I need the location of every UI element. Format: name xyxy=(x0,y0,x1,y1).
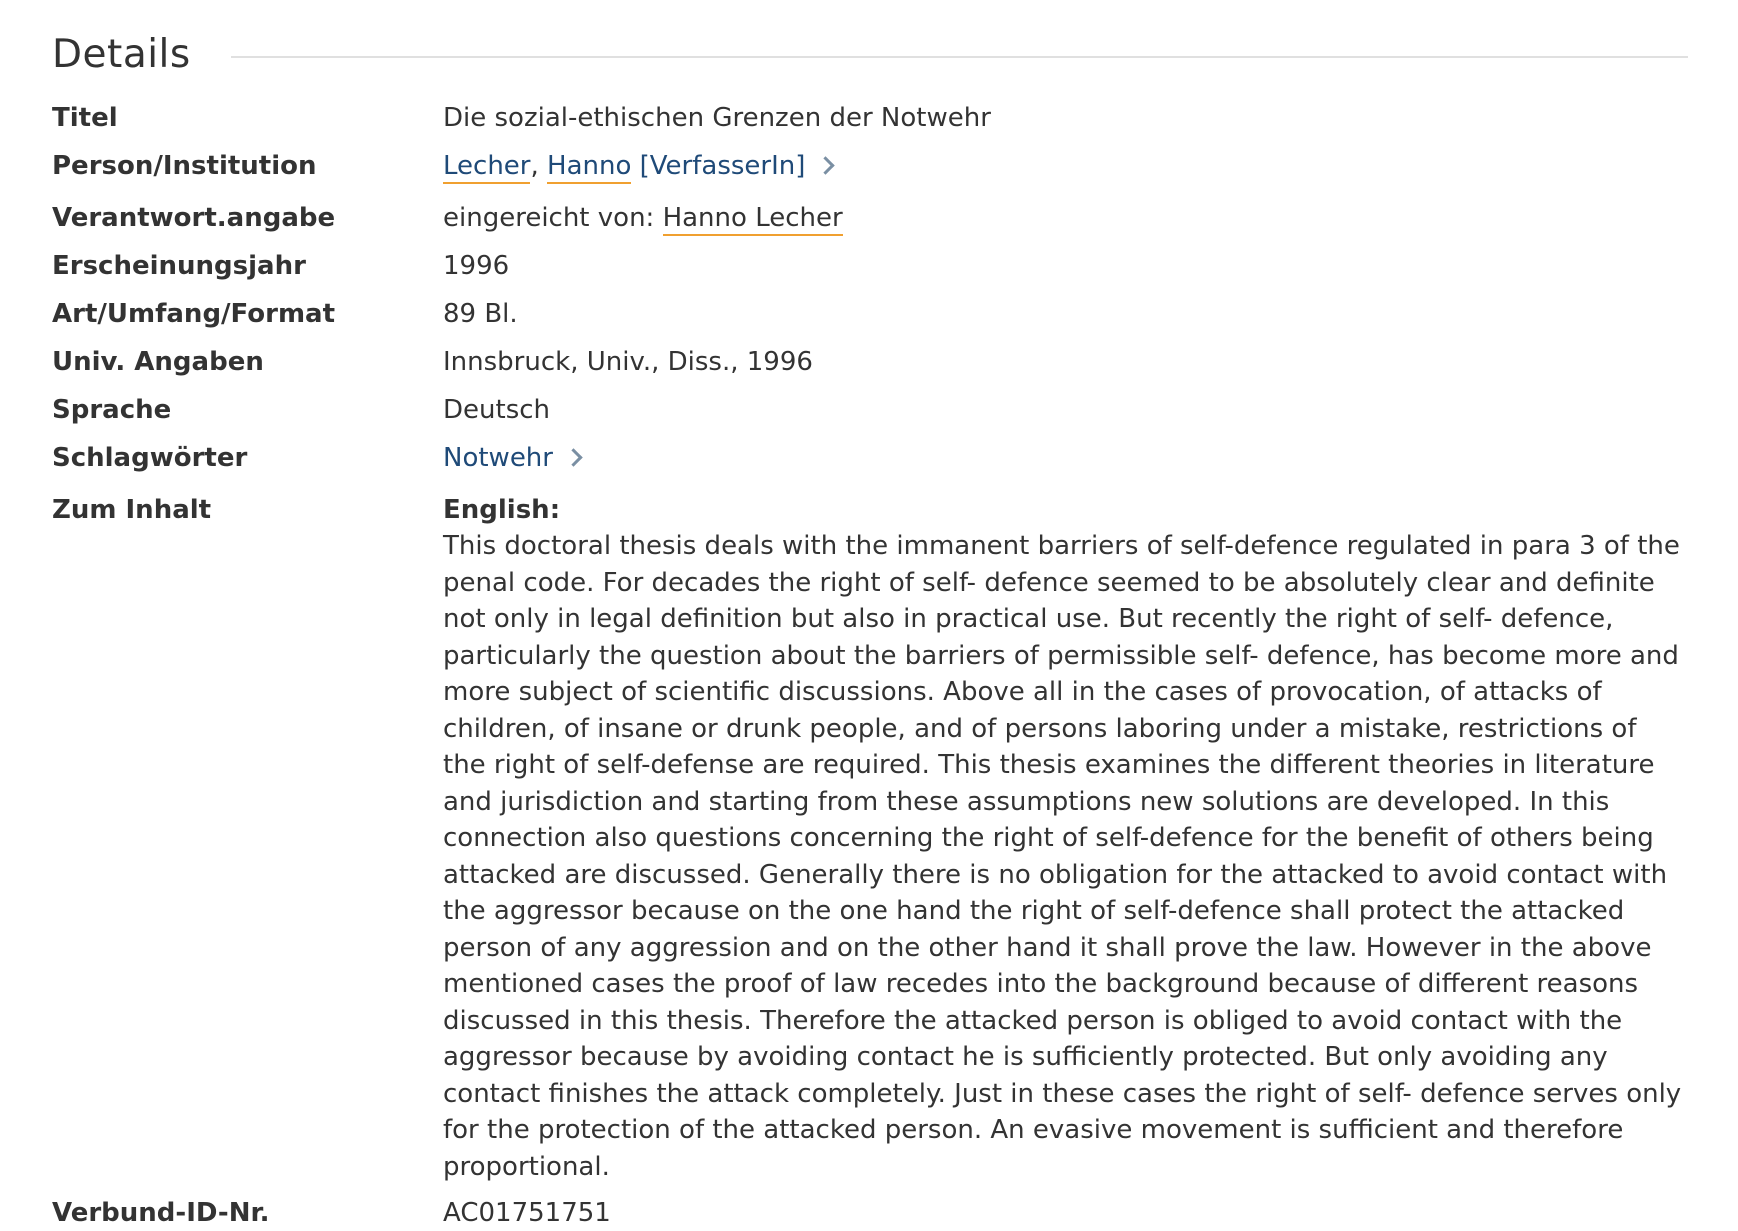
detail-label-verantwort: Verantwort.angabe xyxy=(52,203,336,233)
detail-value-titel: Die sozial-ethischen Grenzen der Notwehr xyxy=(443,103,991,133)
section-divider xyxy=(231,56,1688,58)
detail-row-verbund xyxy=(52,1195,1688,1231)
chevron-right-icon[interactable] xyxy=(817,156,835,174)
detail-label-univ: Univ. Angaben xyxy=(52,347,264,377)
detail-row-art xyxy=(52,296,1688,344)
detail-label-inhalt: Zum Inhalt xyxy=(52,495,212,525)
detail-value-jahr: 1996 xyxy=(443,251,510,281)
details-list xyxy=(52,100,1688,1231)
detail-value-inhalt xyxy=(443,492,1688,1185)
details-panel xyxy=(52,24,1688,1231)
detail-label-verbund: Verbund-ID-Nr. xyxy=(52,1198,270,1228)
detail-row-univ xyxy=(52,344,1688,392)
author-lastname-link[interactable]: Lecher xyxy=(443,151,530,184)
detail-label-person: Person/Institution xyxy=(52,151,317,181)
detail-value-verbund: AC01751751 xyxy=(443,1198,611,1228)
detail-value-verantwort xyxy=(443,200,1688,236)
detail-label-titel: Titel xyxy=(52,103,118,133)
section-header xyxy=(52,24,1688,86)
author-separator: , xyxy=(530,151,539,181)
chevron-right-icon[interactable] xyxy=(564,448,582,466)
section-title: Details xyxy=(52,32,191,77)
detail-value-art: 89 Bl. xyxy=(443,299,518,329)
subject-link-notwehr[interactable]: Notwehr xyxy=(443,443,553,473)
detail-value-schlagwoerter xyxy=(443,440,1688,476)
abstract-language: English: xyxy=(443,495,561,525)
detail-row-inhalt xyxy=(52,492,1688,1185)
abstract-text: This doctoral thesis deals with the immanent barriers of self-defence regulated in para 3 of the penal code. For decades the right of self- defence seemed to be absolutely clear and definite not only in legal definition but also in practical use. But recently the right of self- defence, particularly the question about the barriers of permissible self- defence, has become more and more subject of scientific discussions. Above all in the cases of provocation, of attacks of children, of insane or drunk people, and of persons laboring under a mistake, restrictions of the right of self-defense are required. This thesis examines the different theories in literature and jurisdiction and starting from these assumptions new solutions are developed. In this connection also questions concerning the right of self-defence for the benefit of others being attacked are discussed. Generally there is no obligation for the attacked to avoid contact with the aggressor because on the one hand the right of self-defence shall protect the attacked person of any aggression and on the other hand it shall prove the law. However in the above mentioned cases the proof of law recedes into the background because of different reasons discussed in this thesis. Therefore the attacked person is obliged to avoid contact with the aggressor because by avoiding contact he is sufficiently protected. But only avoiding any contact finishes the attack completely. Just in these cases the right of self- defence serves only for the protection of the attacked person. An evasive movement is sufficient and therefore proportional. xyxy=(443,531,1682,1182)
author-role: [VerfasserIn] xyxy=(639,151,806,181)
detail-label-schlagwoerter: Schlagwörter xyxy=(52,443,248,473)
author-firstname-link[interactable]: Hanno xyxy=(547,151,631,184)
detail-row-person xyxy=(52,148,1688,200)
detail-label-jahr: Erscheinungsjahr xyxy=(52,251,306,281)
detail-value-univ: Innsbruck, Univ., Diss., 1996 xyxy=(443,347,813,377)
detail-row-verantwort xyxy=(52,200,1688,248)
detail-row-titel xyxy=(52,100,1688,148)
detail-value-sprache: Deutsch xyxy=(443,395,551,425)
verantwort-name-link[interactable]: Hanno Lecher xyxy=(663,203,843,236)
detail-row-jahr xyxy=(52,248,1688,296)
verantwort-prefix: eingereicht von: xyxy=(443,203,655,233)
detail-row-schlagwoerter xyxy=(52,440,1688,492)
detail-value-person xyxy=(443,148,1688,184)
detail-row-sprache xyxy=(52,392,1688,440)
detail-label-sprache: Sprache xyxy=(52,395,172,425)
detail-label-art: Art/Umfang/Format xyxy=(52,299,336,329)
